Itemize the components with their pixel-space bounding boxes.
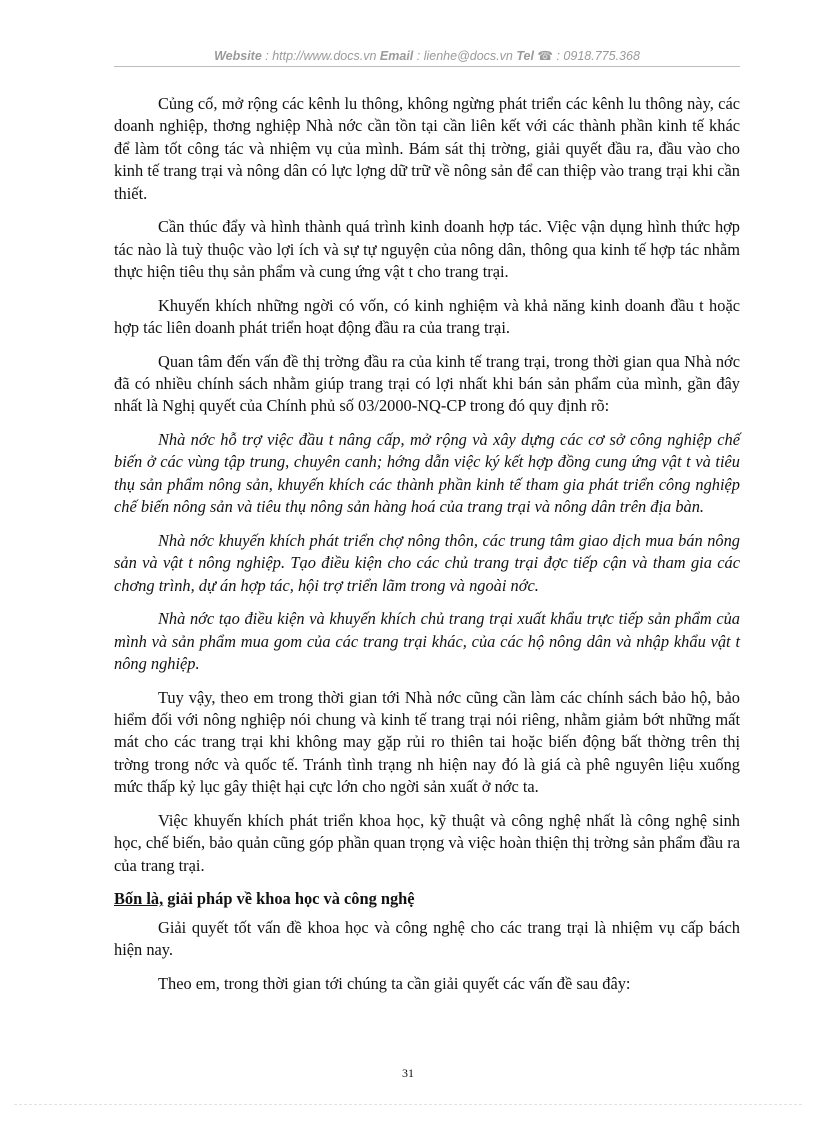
paragraph: Khuyến khích những ngời có vốn, có kinh nghiệm và khả năng kinh doanh đầu t hoặc hợp tác liên doanh phát triển hoạt động đầu ra của trang trại. [114,295,740,338]
paragraph: Tuy vậy, theo em trong thời gian tới Nhà nớc cũng cần làm các chính sách bảo hộ, bảo hiểm đối với nông nghiệp nói chung và kinh tế trang trại nói riêng, nhằm giảm bớt những mất mát cho các trang trại khi không may gặp rủi ro thiên tai hoặc biến động bất thờng trên thị trờng trong nớc và quốc tế. Tránh tình trạng nh hiện nay đó là giá cà phê nguyên liệu xuống mức thấp kỷ lục gây thiệt hại cực lớn cho ngời sản xuất ở nớc ta. [114,687,740,797]
tel-label: Tel [516,49,534,63]
website-label: Website [214,49,262,63]
tel-value: : 0918.775.368 [556,49,640,63]
paragraph: Cần thúc đẩy và hình thành quá trình kinh doanh hợp tác. Việc vận dụng hình thức hợp tác nào là tuỳ thuộc vào lợi ích và sự tự nguyện của nông dân, thông qua kinh tế hợp tác nhằm thực hiện tiêu thụ sản phẩm và cung ứng vật t cho trang trại. [114,217,740,282]
email-value: : lienhe@docs.vn [416,49,513,63]
page-number: 31 [402,1066,414,1080]
quoted-paragraph: Nhà nớc khuyến khích phát triển chợ nông thôn, các trung tâm giao dịch mua bán nông sản và vật t nông nghiệp. Tạo điều kiện cho các chủ trang trại đợc tiếp cận và tham gia các chơng trình, dự án hợp tác, hội trợ triển lãm trong và ngoài nớc. [114,530,740,595]
paragraph: Quan tâm đến vấn đề thị trờng đầu ra của kinh tế trang trại, trong thời gian qua Nhà nớc đã có nhiều chính sách nhằm giúp trang trại có lợi nhất khi bán sản phẩm của mình, gần đây nhất là Nghị quyết của Chính phủ số 03/2000-NQ-CP trong đó quy định rõ: [114,351,740,416]
website-value: : http://www.docs.vn [265,49,377,63]
page-header [114,48,740,63]
quoted-paragraph: Nhà nớc hỗ trợ việc đầu t nâng cấp, mở rộng và xây dựng các cơ sở công nghiệp chế biến ở các vùng tập trung, chuyên canh; hớng dẫn việc ký kết hợp đồng cung ứng vật t và tiêu thụ sản phẩm nông sản, khuyến khích các thành phần kinh tế tham gia phát triển công nghiệp chế biến nông sản và tiêu thụ nông sản hàng hoá của trang trại và nông dân trên địa bàn. [114,430,740,517]
section-heading-lead: Bốn là, [114,889,164,909]
section-heading-text: giải pháp về khoa học và công nghệ [163,889,415,909]
email-label: Email [379,49,414,63]
paragraph: Giải quyết tốt vấn đề khoa học và công nghệ cho các trang trại là nhiệm vụ cấp bách hiện nay. [114,918,740,960]
footer-divider [14,1104,802,1105]
section-heading [114,888,740,910]
quoted-paragraph: Nhà nớc tạo điều kiện và khuyến khích chủ trang trại xuất khẩu trực tiếp sản phẩm của mình và sản phẩm mua gom của các trang trại khác, của các hộ nông dân và nhập khẩu vật t nông nghiệp. [114,609,740,674]
document-body [114,93,740,1007]
phone-icon: ☎ [537,49,553,63]
paragraph: Củng cố, mở rộng các kênh lu thông, không ngừng phát triển các kênh lu thông này, các doanh nghiệp, thơng nghiệp Nhà nớc cần tồn tại cần liên kết với các thành phần kinh tế khác để làm tốt công tác và nhiệm vụ của mình. Bám sát thị trờng, giải quyết đầu ra, đầu vào cho kinh tế trang trại và nông dân có lực lợng dữ trữ về nông sản để can thiệp vào trang trại khi cần thiết. [114,94,740,203]
paragraph: Theo em, trong thời gian tới chúng ta cần giải quyết các vấn đề sau đây: [158,974,631,994]
header-divider [114,66,740,67]
paragraph: Việc khuyến khích phát triển khoa học, kỹ thuật và công nghệ nhất là công nghệ sinh học, chế biến, bảo quản cũng góp phần quan trọng và việc hoàn thiện thị trờng sản phẩm đầu ra của trang trại. [114,810,740,875]
